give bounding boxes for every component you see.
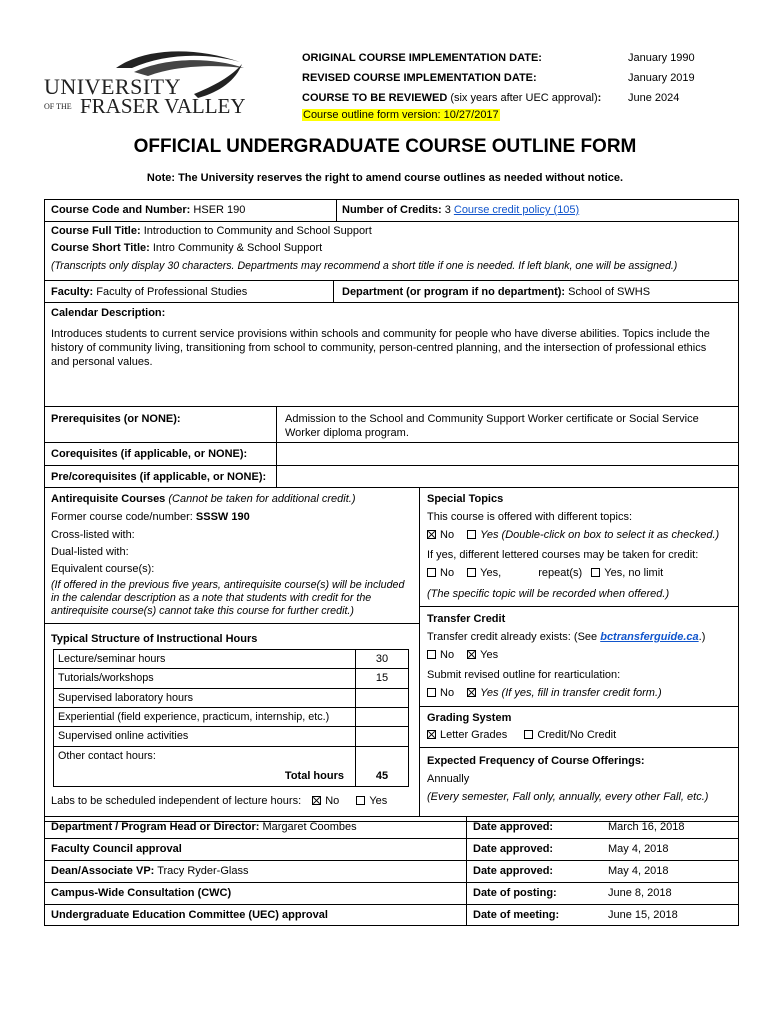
amend-note: Note: The University reserves the right to amend course outlines as needed without notice.: [146, 172, 624, 184]
revised-date-value: January 2019: [628, 72, 695, 84]
faculty: [51, 285, 247, 299]
approval-row-role: [51, 820, 357, 834]
department-label: Department (or program if no department):: [342, 286, 566, 298]
labs-no-checkbox[interactable]: [312, 796, 321, 805]
transfer-exists-choice: [427, 648, 498, 662]
special-topics-heading: Special Topics: [427, 493, 504, 505]
prerequisites-label: Prerequisites (or NONE):: [51, 413, 181, 425]
approval-role-label: Faculty Council approval: [51, 843, 182, 855]
prerequisites-value: Admission to the School and Community Support Worker certificate or Social Service Worker diploma program.: [285, 413, 699, 439]
approval-date-label: Date of meeting:: [473, 909, 560, 921]
precorequisites-label: Pre/corequisites (if applicable, or NONE):: [51, 471, 267, 483]
cross-listed: Cross-listed with:: [51, 529, 135, 541]
hours-row-value[interactable]: 15: [375, 672, 389, 685]
transfer-no-checkbox[interactable]: [427, 650, 436, 659]
approval-date-value: May 4, 2018: [608, 865, 669, 877]
letter-grades-checkbox[interactable]: [427, 730, 436, 739]
hours-total-value: 45: [375, 770, 389, 782]
repeat-yes-checkbox[interactable]: [467, 568, 476, 577]
calendar-description-text: Introduces students to current service provisions within schools and community for people who have diverse abilities. Topics include the history of community living, transitioning from school to community, person-centred planning, and the intersection of professional ethics and personal values.: [51, 328, 710, 368]
course-code-value: HSER 190: [193, 204, 246, 216]
approval-role-label: Undergraduate Education Committee (UEC) approval: [51, 909, 328, 921]
labs-yes-checkbox[interactable]: [356, 796, 365, 805]
grading-heading: Grading System: [427, 712, 512, 724]
credit-policy-link[interactable]: Course credit policy (105): [453, 204, 580, 216]
original-date-value: January 1990: [628, 52, 695, 64]
repeat-no-checkbox[interactable]: [427, 568, 436, 577]
topics-no-label: No: [440, 529, 455, 541]
rearticulation-no-label: No: [440, 687, 455, 699]
form-version: Course outline form version: 10/27/2017: [303, 109, 499, 121]
hours-row-label: Supervised online activities: [58, 730, 189, 743]
approval-role-label: Campus-Wide Consultation (CWC): [51, 887, 232, 899]
approval-row-role: [51, 886, 231, 900]
corequisites-label: Corequisites (if applicable, or NONE):: [51, 448, 248, 460]
course-code-label: Course Code and Number:: [51, 204, 191, 216]
hours-row-label: Tutorials/workshops: [58, 672, 154, 685]
approval-role-name: Margaret Coombes: [262, 821, 357, 833]
approval-row-role: [51, 864, 248, 878]
equivalent-courses: Equivalent course(s):: [51, 563, 155, 575]
course-short-title: [51, 241, 322, 255]
grading-choice: [427, 728, 616, 742]
logo-of-the: OF THE: [44, 102, 72, 111]
transfer-exists-end: .): [698, 631, 706, 643]
transfer-no-label: No: [440, 649, 455, 661]
hours-row-label: Lecture/seminar hours: [58, 653, 166, 665]
repeat-no-label: No: [440, 567, 455, 579]
bctransferguide-link[interactable]: bctransferguide.ca: [600, 631, 699, 643]
frequency-value: Annually: [427, 773, 470, 785]
credits-value: 3: [444, 204, 451, 216]
review-label-paren: (six years after UEC approval): [450, 92, 598, 104]
course-credits: [342, 203, 579, 217]
rearticulation: Submit revised outline for rearticulation:: [427, 669, 621, 681]
course-full-title: [51, 224, 372, 238]
course-code: [51, 203, 245, 217]
logo-university: UNIVERSITY: [44, 74, 181, 99]
former-course-value: SSSW 190: [195, 511, 250, 523]
transfer-exists-label: Transfer credit already exists: (See: [427, 631, 601, 643]
credit-no-credit-checkbox[interactable]: [524, 730, 533, 739]
approval-date-value: May 4, 2018: [608, 843, 669, 855]
dual-listed: Dual-listed with:: [51, 546, 129, 558]
approval-row-role: [51, 842, 182, 856]
short-title-label: Course Short Title:: [51, 242, 150, 254]
rearticulation-yes-label: Yes (If yes, fill in transfer credit form.): [480, 687, 662, 699]
approval-row-role: [51, 908, 328, 922]
approval-date-label: Date approved:: [473, 843, 554, 855]
antireq-heading-text: Antirequisite Courses: [51, 493, 166, 505]
topics-yes-checkbox[interactable]: [467, 530, 476, 539]
transcript-note: (Transcripts only display 30 characters. Departments may recommend a short title if one is needed. If left blank, one will be assigned.): [51, 260, 678, 272]
approval-date-value: March 16, 2018: [608, 821, 685, 833]
faculty-label: Faculty:: [51, 286, 94, 298]
letter-grades-label: Letter Grades: [440, 729, 508, 741]
labs-label: Labs to be scheduled independent of lecture hours:: [51, 795, 302, 807]
credit-no-credit-label: Credit/No Credit: [537, 729, 617, 741]
university-logo: [44, 46, 254, 120]
full-title-label: Course Full Title:: [51, 225, 141, 237]
approval-date-label: Date approved:: [473, 865, 554, 877]
hours-row-label: Other contact hours:: [58, 749, 156, 762]
calendar-description-label: Calendar Description:: [51, 307, 166, 319]
repeat-no-limit-checkbox[interactable]: [591, 568, 600, 577]
special-topics-note: (The specific topic will be recorded when offered.): [427, 588, 670, 600]
revised-date-label: REVISED COURSE IMPLEMENTATION DATE:: [302, 72, 537, 84]
topics-no-checkbox[interactable]: [427, 530, 436, 539]
approval-date-value: June 15, 2018: [608, 909, 678, 921]
approval-role-label: Dean/Associate VP:: [51, 865, 155, 877]
hours-row-label: Supervised laboratory hours: [58, 691, 194, 704]
original-date-label: ORIGINAL COURSE IMPLEMENTATION DATE:: [302, 52, 542, 64]
transfer-yes-label: Yes: [480, 649, 499, 661]
labs-independent: [51, 794, 387, 808]
transfer-exists: [427, 630, 705, 644]
repeat-yes-label: Yes,: [480, 567, 502, 579]
approval-role-label: Department / Program Head or Director:: [51, 821, 260, 833]
review-date-value: June 2024: [628, 92, 680, 104]
approval-date-label: Date approved:: [473, 821, 554, 833]
special-topics-line2: If yes, different lettered courses may be taken for credit:: [427, 549, 699, 561]
review-date-label: [302, 92, 601, 104]
antireq-note: (If offered in the previous five years, antirequisite course(s) will be included in the calendar description as a note that students with credit for the antirequisite course(s) cannot take this course for further credit.): [51, 579, 405, 617]
rearticulation-no-checkbox[interactable]: [427, 688, 436, 697]
credits-label: Number of Credits:: [342, 204, 442, 216]
review-label-bold: COURSE TO BE REVIEWED: [302, 92, 448, 104]
former-course-label: Former course code/number:: [51, 511, 193, 523]
review-label-colon: :: [597, 92, 602, 104]
page-title: OFFICIAL UNDERGRADUATE COURSE OUTLINE FORM: [133, 136, 637, 157]
frequency-heading: Expected Frequency of Course Offerings:: [427, 755, 645, 767]
logo-fraser-valley: FRASER VALLEY: [80, 94, 246, 118]
repeat-no-limit-label: Yes, no limit: [604, 567, 664, 579]
hours-heading: Typical Structure of Instructional Hours: [51, 633, 258, 645]
rearticulation-choice: [427, 686, 662, 700]
special-topics-line1: This course is offered with different topics:: [427, 511, 633, 523]
hours-row-value[interactable]: 30: [375, 653, 389, 665]
labs-yes-label: Yes: [369, 795, 388, 807]
frequency-note: (Every semester, Fall only, annually, every other Fall, etc.): [427, 791, 709, 803]
special-topics-choice: [427, 528, 719, 542]
transfer-yes-checkbox[interactable]: [467, 650, 476, 659]
hours-total-label: Total hours: [284, 770, 344, 782]
department-value: School of SWHS: [568, 286, 651, 298]
full-title-value: Introduction to Community and School Support: [143, 225, 372, 237]
topics-yes-label: Yes (Double-click on box to select it as checked.): [480, 529, 720, 541]
short-title-value: Intro Community & School Support: [152, 242, 323, 254]
approval-date-value: June 8, 2018: [608, 887, 672, 899]
approval-date-label: Date of posting:: [473, 887, 557, 899]
hours-row-label: Experiential (field experience, practicum, internship, etc.): [58, 710, 330, 723]
approval-role-name: Tracy Ryder-Glass: [157, 865, 249, 877]
special-topics-repeat: [427, 566, 663, 580]
antireq-heading-note: (Cannot be taken for additional credit.): [168, 493, 356, 505]
transfer-heading: Transfer Credit: [427, 613, 506, 625]
repeats-label: repeat(s): [538, 567, 583, 579]
department: [342, 285, 650, 299]
former-course: [51, 510, 250, 524]
rearticulation-yes-checkbox[interactable]: [467, 688, 476, 697]
antireq-heading: [51, 492, 355, 506]
faculty-value: Faculty of Professional Studies: [96, 286, 248, 298]
labs-no-label: No: [325, 795, 340, 807]
